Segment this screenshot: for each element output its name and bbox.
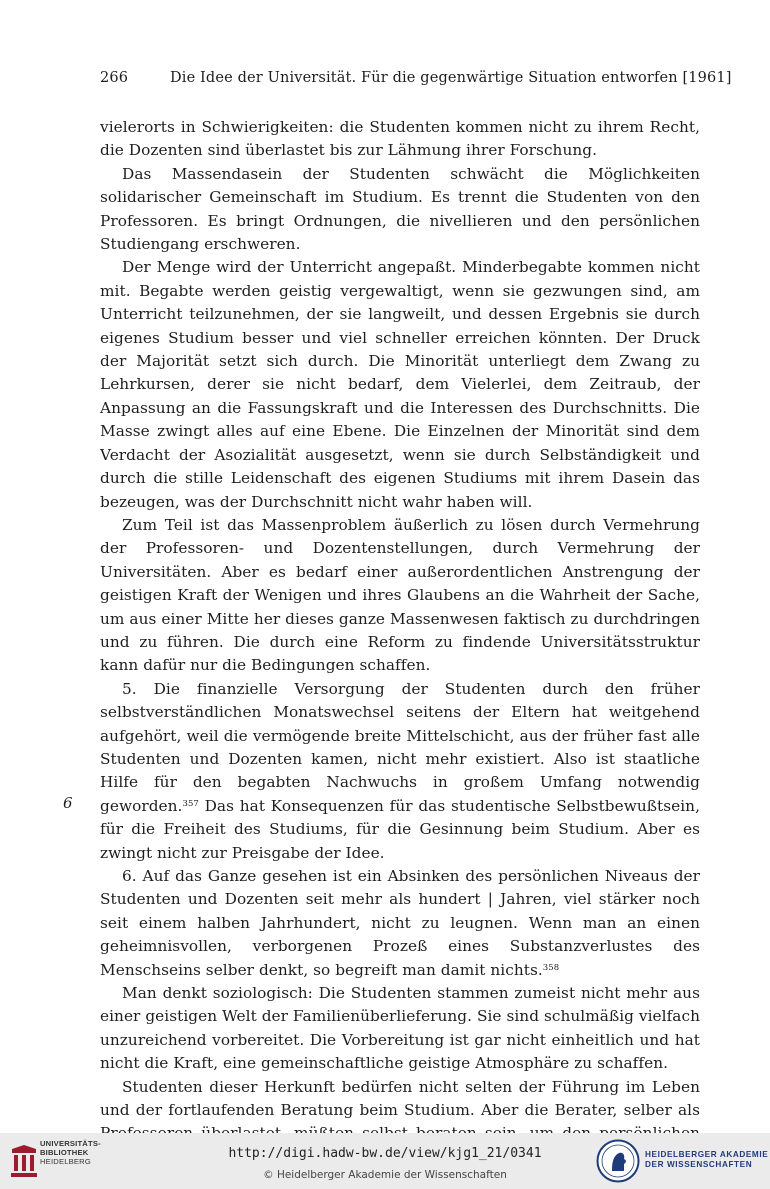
- running-header: [100, 70, 732, 86]
- academy-seal-icon: [596, 1139, 640, 1183]
- paragraph-5: [100, 678, 700, 865]
- permalink-url[interactable]: http://digi.hadw-bw.de/view/kjg1_21/0341: [228, 1146, 542, 1161]
- paragraph-6-text: 6. Auf das Ganze gesehen ist ein Absinken des persönlichen Niveaus der Studenten und Dozenten seit mehr als hundert | Jahren, viel stärker noch seit einem halben Jahrhundert, nicht zu leugnen. Wenn man an einen geheimnisvollen, verborgenen Prozeß eines Substanzverlustes des Menschseins selber denkt, so begreift man damit nichts.: [100, 867, 700, 979]
- academy-name: HEIDELBERGER AKADEMIE DER WISSENSCHAFTEN: [645, 1150, 769, 1169]
- body-text: [100, 116, 700, 1169]
- paragraph-5-text-b: Das hat Konsequenzen für das studentische Selbstbewußtsein, für die Freiheit des Studiums, für die Gesinnung beim Studium. Aber es zwingt nicht zur Preisgabe der Idee.: [100, 796, 700, 862]
- paragraph-1: vielerorts in Schwierigkeiten: die Studenten kommen nicht zu ihrem Recht, die Dozenten sind überlastet bis zur Lähmung ihrer Forschung.: [100, 118, 700, 160]
- footnote-ref-358[interactable]: 358: [542, 962, 560, 973]
- paragraph-6: [100, 865, 700, 982]
- paragraph-7: Man denkt soziologisch: Die Studenten stammen zumeist nicht mehr aus einer geistigen Welt der Familienüberlieferung. Sie sind schulmäßig vielfach unzureichend vorbereitet. Die Vorbereitung ist gar nicht einheitlich und hat nicht die Kraft, eine gemeinschaftliche geistige Atmosphäre zu schaffen.: [100, 984, 700, 1073]
- paragraph-4: Zum Teil ist das Massenproblem äußerlich zu lösen durch Vermehrung der Professoren- und Dozentenstellungen, durch Vermehrung der Universitäten. Aber es bedarf einer außerordentlichen Anstrengung der geistigen Kraft der Wenigen und ihres Glaubens an die Wahrheit der Sache, um aus einer Mitte her dieses ganze Massenwesen faktisch zu durchdringen und zu führen. Die durch eine Reform zu findende Universitätsstruktur kann dafür nur die Bedingungen schaffen.: [100, 515, 700, 675]
- page-number: 266: [100, 70, 129, 86]
- viewer-footer: [0, 1133, 770, 1189]
- running-title: Die Idee der Universität. Für die gegenwärtige Situation entworfen [1961]: [170, 70, 732, 86]
- copyright-notice: © Heidelberger Akademie der Wissenschaften: [263, 1169, 507, 1181]
- paragraph-5-text-a: 5. Die finanzielle Versorgung der Studenten durch den früher selbstverständlichen Monatswechsel seitens der Eltern hat weitgehend aufgehört, weil die vermögende breite Mittelschicht, aus der früher fast alle Studenten und Dozenten kamen, nicht mehr existiert. Also ist staatliche Hilfe für den begabten Nachwuchs in großem Umfang notwendig geworden.: [100, 679, 700, 815]
- margin-page-marker: 6: [63, 794, 73, 812]
- paragraph-8: Studenten dieser Herkunft bedürfen nicht selten der Führung im Leben und der fortlaufenden Beratung beim Studium. Aber die Berater, selber als: [100, 1077, 700, 1120]
- footnote-ref-357[interactable]: 357: [182, 798, 199, 809]
- paragraph-3: Der Menge wird der Unterricht angepaßt. Minderbegabte kommen nicht mit. Begabte werden geistig vergewaltigt, wenn sie gezwungen sind, am Unterricht teilzunehmen, der sie langweilt, und dessen Ergebnis sie durch eigenes Studium besser und viel schneller erreichen könnten. Der Druck der Majorität setzt sich durch. Die Minorität unterliegt dem Zwang zu Lehrkursen, derer sie nicht bedarf, dem Vielerlei, dem Zeitraub, der Anpassung an die Fassungskraft und die Interessen des Durchschnitts. Die Masse zwingt alles auf eine Ebene. Die Einzelnen der Minorität sind dem Verdacht der Asozialität ausgesetzt, wenn sie durch Selbständigkeit und durch die stille Leidenschaft des eigenen Studiums mit ihrem Dasein das bezeugen, was der Durchschnitt nicht wahr haben will.: [100, 258, 700, 511]
- university-library-name: UNIVERSITÄTS- BIBLIOTHEK HEIDELBERG: [40, 1139, 101, 1166]
- paragraph-2: Das Massendasein der Studenten schwächt die Möglichkeiten solidarischer Gemeinschaft im Studium. Es trennt die Studenten von den Professoren. Es bringt Ordnungen, die nivellieren und den persönlichen Studiengang erschweren.: [100, 164, 700, 254]
